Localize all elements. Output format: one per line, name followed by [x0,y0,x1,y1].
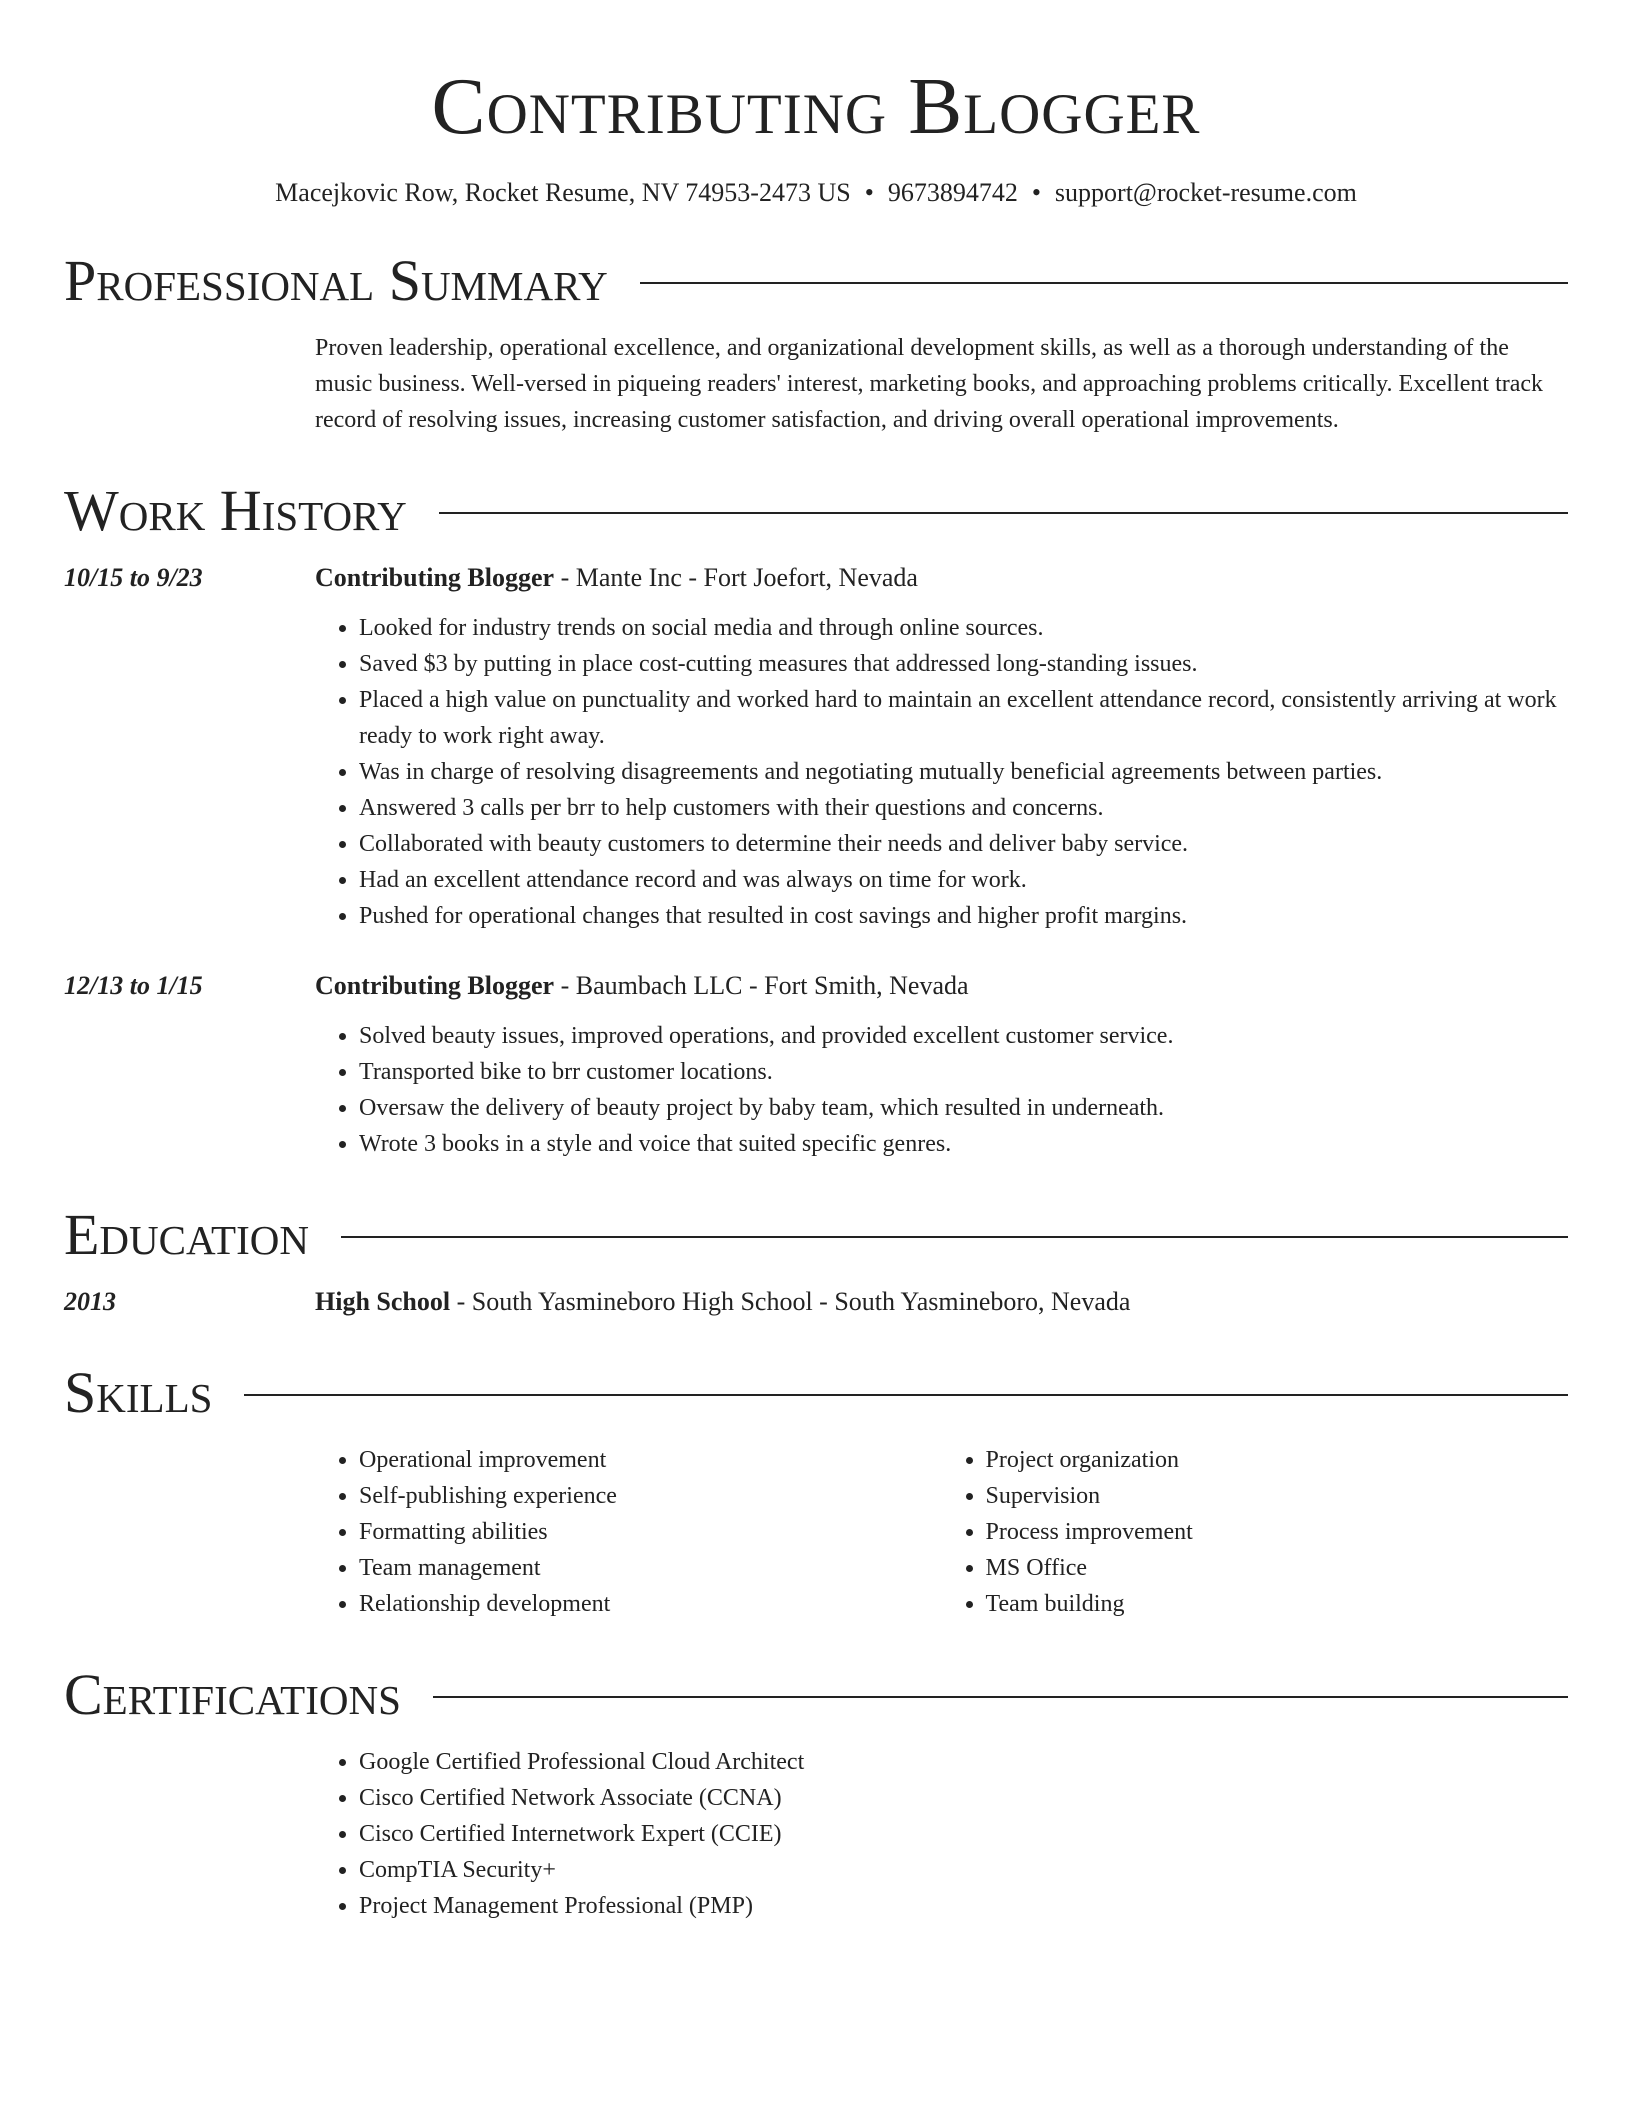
job-dates: 12/13 to 1/15 [64,971,203,1001]
job-title: Contributing Blogger [315,563,555,593]
certification-item: • Google Certified Professional Cloud Architect [359,1744,1568,1780]
certification-item: • CompTIA Security+ [359,1852,1568,1888]
contact-phone: 9673894742 [887,178,1018,208]
section-divider [433,1696,1568,1698]
job-entry [64,968,1568,1162]
resume-title: Contributing Blogger [431,61,1201,151]
job-bullet: • Solved beauty issues, improved operations, and provided excellent customer service. [359,1018,1568,1054]
job-bullet: • Was in charge of resolving disagreements and negotiating mutually beneficial agreements between parties. [359,754,1568,790]
job-bullet: • Wrote 3 books in a style and voice that suited specific genres. [359,1126,1568,1162]
job-details: - Mante Inc - Fort Joefort, Nevada [554,563,918,593]
education-heading: Education [64,1202,309,1268]
job-bullet: • Looked for industry trends on social media and through online sources. [359,610,1568,646]
job-bullet: • Collaborated with beauty customers to determine their needs and deliver baby service. [359,826,1568,862]
skill-item: • Formatting abilities [359,1514,942,1550]
skills-section-header [64,1360,1568,1426]
contact-address: Macejkovic Row, Rocket Resume, NV 74953-2473 US [275,178,851,208]
summary-text: Proven leadership, operational excellence, and organizational development skills, as well as a thorough understanding of the music business. Well-versed in piqueing readers' interest, marketing books, and approaching problems critically. Excellent track record of resolving issues, increasing customer satisfaction, and driving overall operational improvements. [315,335,1544,434]
job-details: - Baumbach LLC - Fort Smith, Nevada [554,971,969,1001]
skill-item: • Process improvement [986,1514,1569,1550]
job-bullet: • Transported bike to brr customer locations. [359,1054,1568,1090]
skill-item: • Relationship development [359,1586,942,1622]
certifications-bullets [315,1744,1568,1924]
skills-column-left [315,1442,942,1622]
job-bullets [315,1018,1568,1162]
skill-item: • Team building [986,1586,1569,1622]
job-bullet: • Saved $3 by putting in place cost-cutting measures that addressed long-standing issues. [359,646,1568,682]
section-divider [341,1236,1568,1238]
job-bullet: • Placed a high value on punctuality and worked hard to maintain an excellent attendance record, consistently arriving at work ready to work right away. [359,682,1568,754]
job-bullets [315,610,1568,934]
certification-item: • Cisco Certified Network Associate (CCNA) [359,1780,1568,1816]
education-year: 2013 [64,1287,116,1317]
skill-item: • Supervision [986,1478,1569,1514]
education-entry [64,1284,1568,1320]
education-degree: High School [315,1287,451,1317]
contact-email: support@rocket-resume.com [1054,178,1357,208]
job-heading [315,560,1568,596]
job-bullet: • Oversaw the delivery of beauty project by baby team, which resulted in underneath. [359,1090,1568,1126]
job-bullet: • Pushed for operational changes that resulted in cost savings and higher profit margins. [359,898,1568,934]
skill-item: • Project organization [986,1442,1569,1478]
job-heading [315,968,1568,1004]
job-title: Contributing Blogger [315,971,555,1001]
skills-heading: Skills [64,1360,213,1426]
certifications-heading: Certifications [64,1662,401,1728]
job-bullet: • Had an excellent attendance record and was always on time for work. [359,862,1568,898]
skill-item: • Self-publishing experience [359,1478,942,1514]
skill-item: • Team management [359,1550,942,1586]
work-section-header [64,478,1568,544]
job-bullet: • Answered 3 calls per brr to help customers with their questions and concerns. [359,790,1568,826]
summary-section-header [64,248,1568,314]
job-content [315,560,1568,934]
section-divider [244,1394,1568,1396]
summary-heading: Professional Summary [64,248,608,314]
certification-item: • Project Management Professional (PMP) [359,1888,1568,1924]
education-content [315,1284,1568,1320]
section-divider [640,282,1568,284]
certification-item: • Cisco Certified Internetwork Expert (CCIE) [359,1816,1568,1852]
skill-item: • MS Office [986,1550,1569,1586]
certifications-list [315,1744,1568,1924]
skills-list [315,1442,1568,1622]
section-divider [439,512,1568,514]
job-entry [64,560,1568,934]
education-section-header [64,1202,1568,1268]
contact-separator: • [1031,178,1041,208]
skills-column-right [942,1442,1569,1622]
contact-line [64,177,1568,208]
job-row [64,560,1568,934]
contact-separator: • [864,178,874,208]
job-row [64,968,1568,1162]
job-dates: 10/15 to 9/23 [64,563,203,593]
skill-item: • Operational improvement [359,1442,942,1478]
work-heading: Work History [64,478,407,544]
job-content [315,968,1568,1162]
education-details: - South Yasmineboro High School - South Yasmineboro, Nevada [450,1287,1131,1317]
certifications-section-header [64,1662,1568,1728]
resume-page [64,0,1568,1924]
